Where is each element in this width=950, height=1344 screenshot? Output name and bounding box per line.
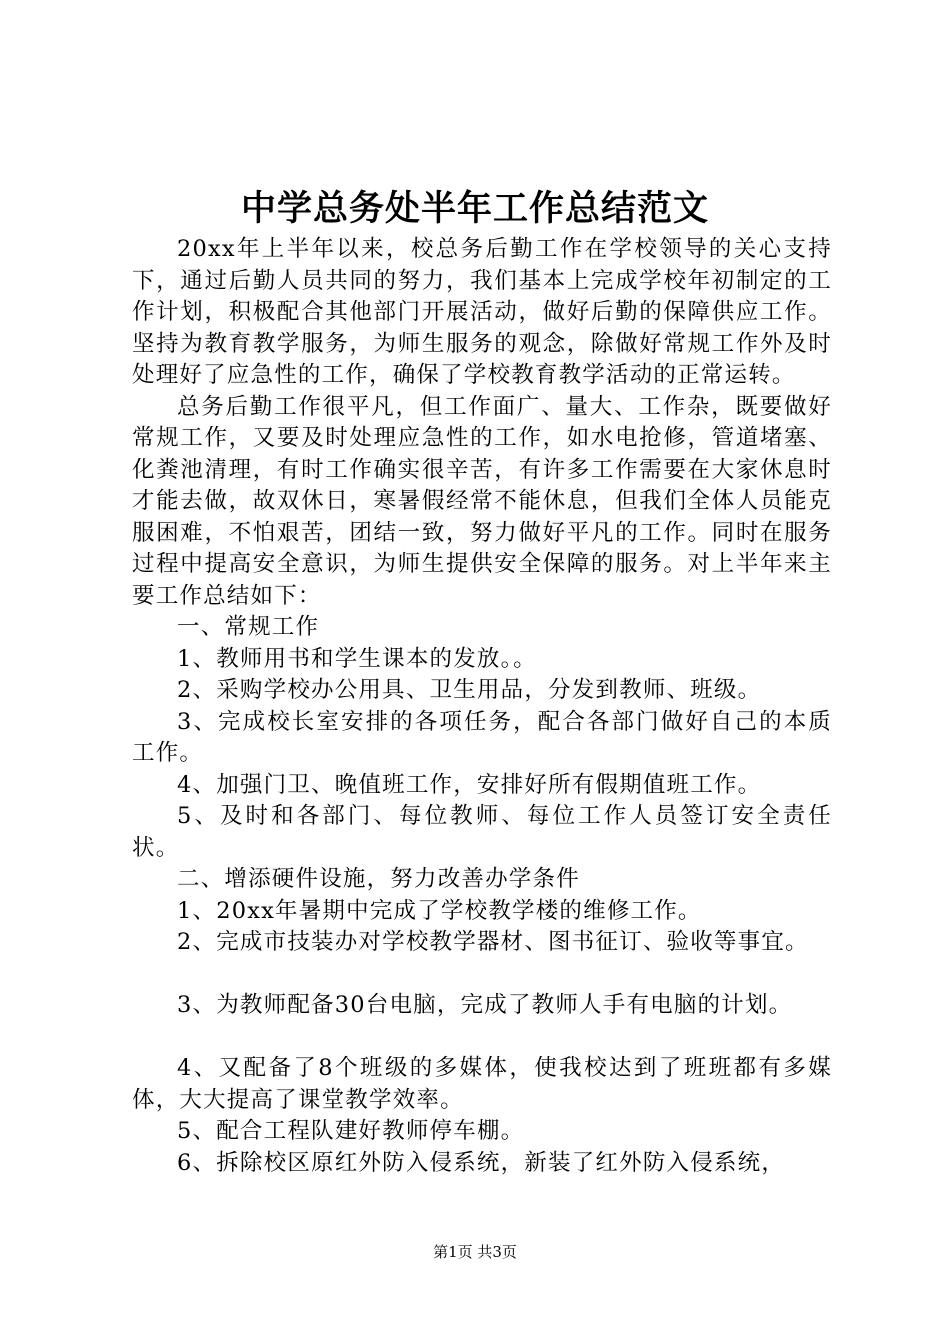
paragraph-overview: 总务后勤工作很平凡，但工作面广、量大、工作杂，既要做好常规工作，又要及时处理应急性的工作，如水电抢修，管道堵塞、化粪池清理，有时工作确实很辛苦，有许多工作需要在大家休息时才能去做，故双休日，寒暑假经常不能休息，但我们全体人员能克服困难，不怕艰苦，团结一致，努力做好平凡的工作。同时在服务过程中提高安全意识，为师生提供安全保障的服务。对上半年来主要工作总结如下：	[132, 393, 832, 609]
page-number: 第1页 共3页	[433, 1243, 517, 1261]
list-item: 3、完成校长室安排的各项任务，配合各部门做好自己的本质工作。	[132, 708, 832, 766]
list-item: 4、加强门卫、晚值班工作，安排好所有假期值班工作。	[177, 771, 762, 798]
list-item: 4、又配备了8个班级的多媒体，使我校达到了班班都有多媒体，大大提高了课堂教学效率。	[132, 1055, 832, 1113]
list-item: 2、完成市技装办对学校教学器材、图书征订、验收等事宜。	[177, 929, 809, 955]
document-body	[132, 234, 832, 1179]
section-heading-hardware: 二、增添硬件设施，努力改善办学条件	[177, 866, 580, 892]
list-item: 2、采购学校办公用具、卫生用品，分发到教师、班级。	[177, 677, 762, 703]
list-item: 5、配合工程队建好教师停车棚。	[177, 1118, 525, 1144]
list-item: 1、教师用书和学生课本的发放。。	[177, 645, 537, 672]
list-item: 1、20xx年暑期中完成了学校教学楼的维修工作。	[177, 897, 702, 924]
document-title: 中学总务处半年工作总结范文	[240, 189, 709, 229]
list-item: 5、及时和各部门、每位教师、每位工作人员签订安全责任状。	[132, 803, 832, 861]
paragraph-intro: 20xx年上半年以来，校总务后勤工作在学校领导的关心支持下，通过后勤人员共同的努力，我们基本上完成学校年初制定的工作计划，积极配合其他部门开展活动，做好后勤的保障供应工作。坚持为教育教学服务，为师生服务的观念，除做好常规工作外及时处理好了应急性的工作，确保了学校教育教学活动的正常运转。	[132, 236, 832, 388]
list-item: 3、为教师配备30台电脑，完成了教师人手有电脑的计划。	[177, 992, 793, 1018]
list-item: 6、拆除校区原红外防入侵系统，新装了红外防入侵系统，	[177, 1149, 786, 1176]
section-heading-routine: 一、常规工作	[177, 614, 320, 640]
